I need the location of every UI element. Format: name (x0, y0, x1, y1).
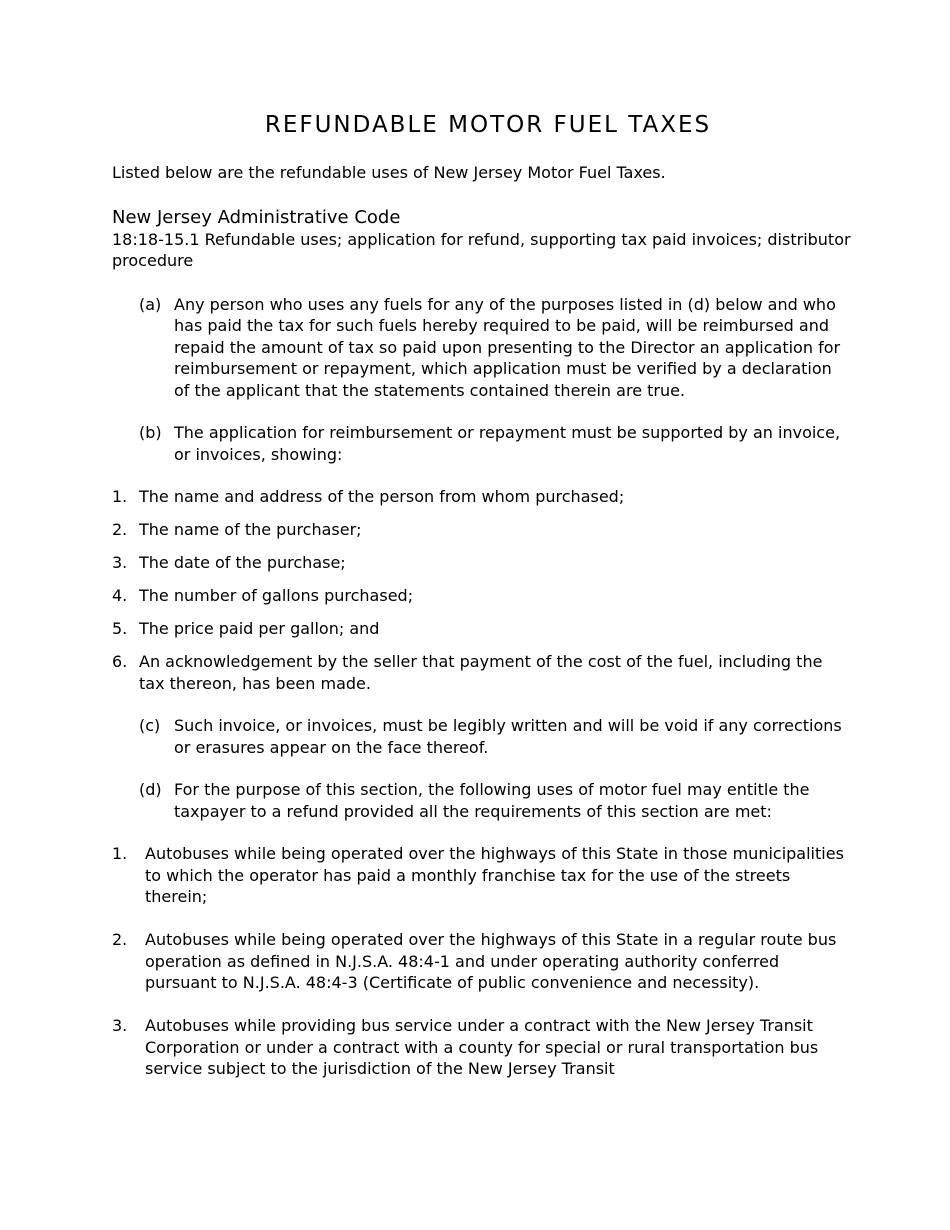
paragraph-a (112, 294, 852, 402)
paragraph-d (112, 779, 852, 822)
paragraph-c-marker: (c) (139, 716, 161, 735)
paragraph-c-text: Such invoice, or invoices, must be legibly written and will be void if any corrections or erasures appear on the face thereof. (174, 716, 842, 757)
paragraph-c (112, 715, 852, 758)
paragraph-a-marker: (a) (139, 294, 162, 314)
paragraph-b (112, 422, 852, 465)
code-heading: New Jersey Administrative Code (112, 206, 401, 228)
list-item (112, 651, 852, 694)
refundable-uses-list (112, 843, 852, 1080)
list-item-marker: 2. (112, 930, 128, 949)
list-item (112, 585, 852, 607)
list-item (112, 486, 852, 508)
document-title: REFUNDABLE MOTOR FUEL TAXES (264, 112, 712, 138)
list-item (112, 552, 852, 574)
list-item-marker: 5. (112, 619, 128, 638)
intro-text: Listed below are the refundable uses of New Jersey Motor Fuel Taxes. (112, 163, 666, 182)
list-item-marker: 3. (112, 1016, 128, 1035)
list-item (112, 1015, 852, 1080)
document-page (112, 110, 852, 1101)
paragraph-d-text: For the purpose of this section, the following uses of motor fuel may entitle the taxpayer to a refund provided all the requirements of this section are met: (174, 780, 810, 821)
list-item-text: The price paid per gallon; and (139, 619, 380, 638)
list-item-marker: 4. (112, 586, 128, 605)
list-item-text: The name of the purchaser; (139, 520, 362, 539)
list-item-text: The number of gallons purchased; (139, 586, 414, 605)
list-item-marker: 3. (112, 553, 128, 572)
paragraph-a-text: Any person who uses any fuels for any of the purposes listed in (d) below and who has paid the tax for such fuels hereby required to be paid, will be reimbursed and repaid the amount of tax so paid upon presenting to the Director an application for reimbursement or repayment, which application must be verified by a declaration of the applicant that the statements contained therein are true. (174, 294, 841, 400)
list-item-text: Autobuses while providing bus service under a contract with the New Jersey Transit Corporation or under a contract with a county for special or rural transportation bus service subject to the jurisdiction of the New Jersey Transit (145, 1016, 819, 1078)
list-item-marker: 2. (112, 520, 128, 539)
invoice-requirements-list (112, 486, 852, 694)
list-item (112, 519, 852, 541)
list-item-text: The name and address of the person from whom purchased; (139, 487, 625, 506)
list-item (112, 618, 852, 640)
list-item-text: Autobuses while being operated over the highways of this State in those municipalities to which the operator has paid a monthly franchise tax for the use of the streets therein; (145, 844, 844, 906)
list-item-text: Autobuses while being operated over the highways of this State in a regular route bus operation as defined in N.J.S.A. 48:4-1 and under operating authority conferred pursuant to N.J.S.A. 48:4-3 (Certificate of public convenience and necessity). (145, 930, 837, 992)
list-item-text: An acknowledgement by the seller that payment of the cost of the fuel, including the tax thereon, has been made. (139, 652, 823, 693)
list-item (112, 843, 852, 908)
list-item-marker: 6. (112, 652, 128, 671)
paragraph-d-marker: (d) (139, 780, 162, 799)
paragraph-b-text: The application for reimbursement or repayment must be supported by an invoice, or invoices, showing: (174, 423, 841, 464)
code-section-title: 18:18-15.1 Refundable uses; application for refund, supporting tax paid invoices; distributor procedure (112, 229, 851, 270)
list-item-marker: 1. (112, 487, 128, 506)
list-item-text: The date of the purchase; (139, 553, 346, 572)
list-item-marker: 1. (112, 844, 128, 863)
list-item (112, 929, 852, 994)
paragraph-b-marker: (b) (139, 423, 162, 442)
